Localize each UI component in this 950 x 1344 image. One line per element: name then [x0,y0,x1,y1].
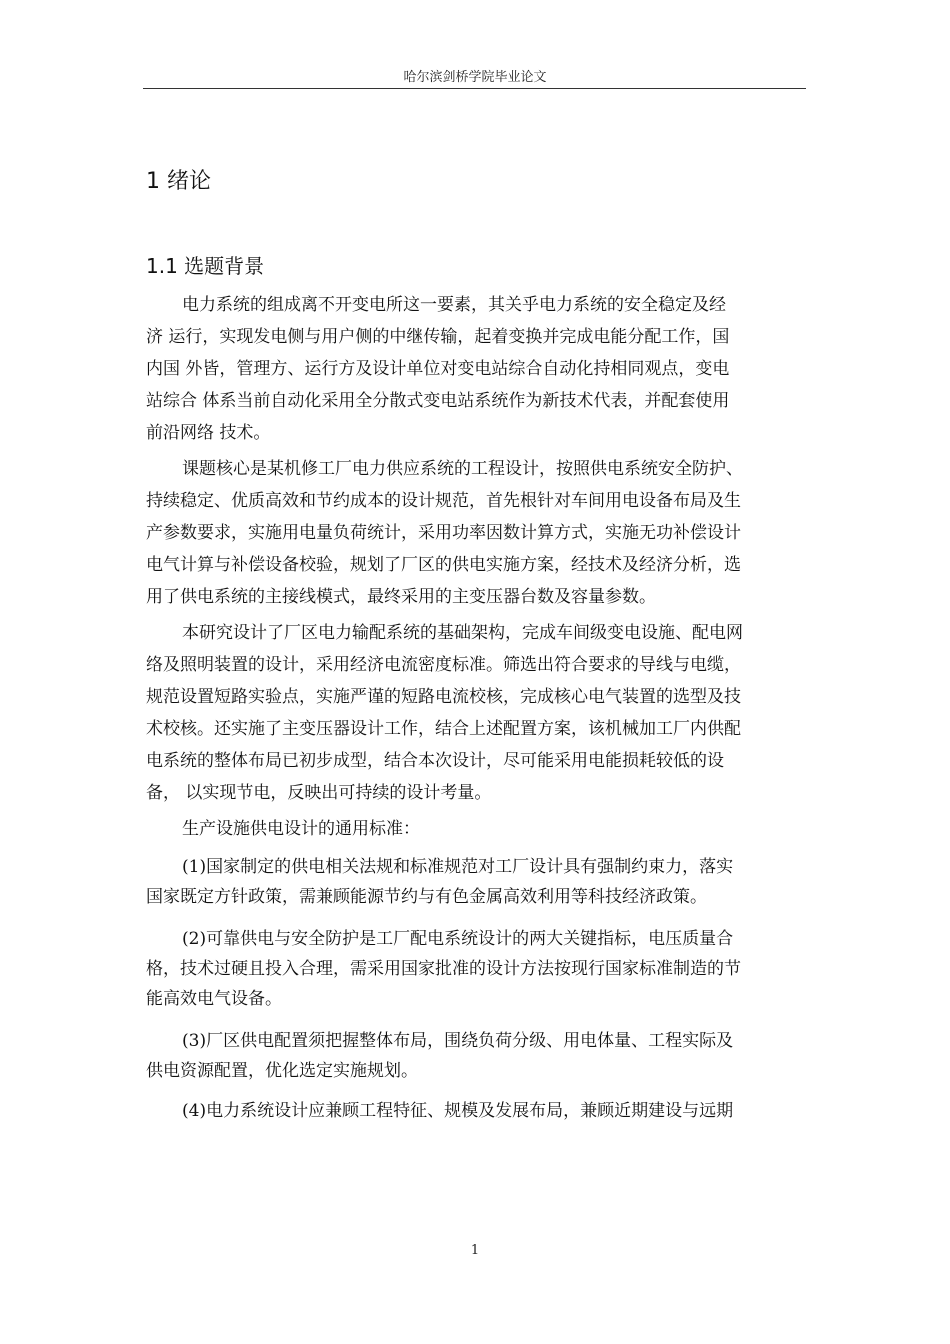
page-number: 1 [470,1243,480,1258]
header-divider [143,88,806,89]
text-line: 络及照明装置的设计，采用经济电流密度标准。筛选出符合要求的导线与电缆， [146,655,741,675]
text-line: 生产设施供电设计的通用标准： [182,819,420,839]
text-line: 供电资源配置，优化选定实施规划。 [146,1061,418,1081]
text-line: 能高效电气设备。 [146,989,282,1009]
chapter-heading: 1 绪论 [146,169,211,194]
text-line: 内国 外皆，管理方、运行方及设计单位对变电站综合自动化持相同观点，变电 [146,359,730,379]
text-line: 国家既定方针政策，需兼顾能源节约与有色金属高效利用等科技经济政策。 [146,887,707,907]
text-line: 站综合 体系当前自动化采用全分散式变电站系统作为新技术代表，并配套使用 [146,391,730,411]
text-line: 备， 以实现节电，反映出可持续的设计考量。 [146,783,492,803]
text-line: (2)可靠供电与安全防护是工厂配电系统设计的两大关键指标，电压质量合 [182,929,734,949]
text-line: (4)电力系统设计应兼顾工程特征、规模及发展布局，兼顾近期建设与远期 [182,1101,734,1121]
text-line: 前沿网络 技术。 [146,423,271,443]
text-line: 规范设置短路实验点，实施严谨的短路电流校核，完成核心电气装置的选型及技 [146,687,741,707]
text-line: 格，技术过硬且投入合理，需采用国家批准的设计方法按现行国家标准制造的节 [146,959,741,979]
text-line: (1)国家制定的供电相关法规和标准规范对工厂设计具有强制约束力，落实 [182,857,734,877]
page-header-title: 哈尔滨剑桥学院毕业论文 [403,70,547,85]
text-line: 本研究设计了厂区电力输配系统的基础架构，完成车间级变电设施、配电网 [182,623,743,643]
text-line: 济 运行，实现发电侧与用户侧的中继传输，起着变换并完成电能分配工作，国 [146,327,730,347]
text-line: (3)厂区供电配置须把握整体布局，围绕负荷分级、用电体量、工程实际及 [182,1031,734,1051]
text-line: 用了供电系统的主接线模式，最终采用的主变压器台数及容量参数。 [146,587,656,607]
text-line: 电系统的整体布局已初步成型，结合本次设计，尽可能采用电能损耗较低的设 [146,751,724,771]
text-line: 课题核心是某机修工厂电力供应系统的工程设计，按照供电系统安全防护、 [182,459,743,479]
text-line: 产参数要求，实施用电量负荷统计，采用功率因数计算方式，实施无功补偿设计 [146,523,741,543]
text-line: 电气计算与补偿设备校验，规划了厂区的供电实施方案，经技术及经济分析，选 [146,555,741,575]
text-line: 持续稳定、优质高效和节约成本的设计规范，首先根针对车间用电设备布局及生 [146,491,741,511]
text-line: 电力系统的组成离不开变电所这一要素，其关乎电力系统的安全稳定及经 [182,295,726,315]
section-heading: 1.1 选题背景 [146,254,265,278]
text-line: 术校核。还实施了主变压器设计工作，结合上述配置方案，该机械加工厂内供配 [146,719,741,739]
